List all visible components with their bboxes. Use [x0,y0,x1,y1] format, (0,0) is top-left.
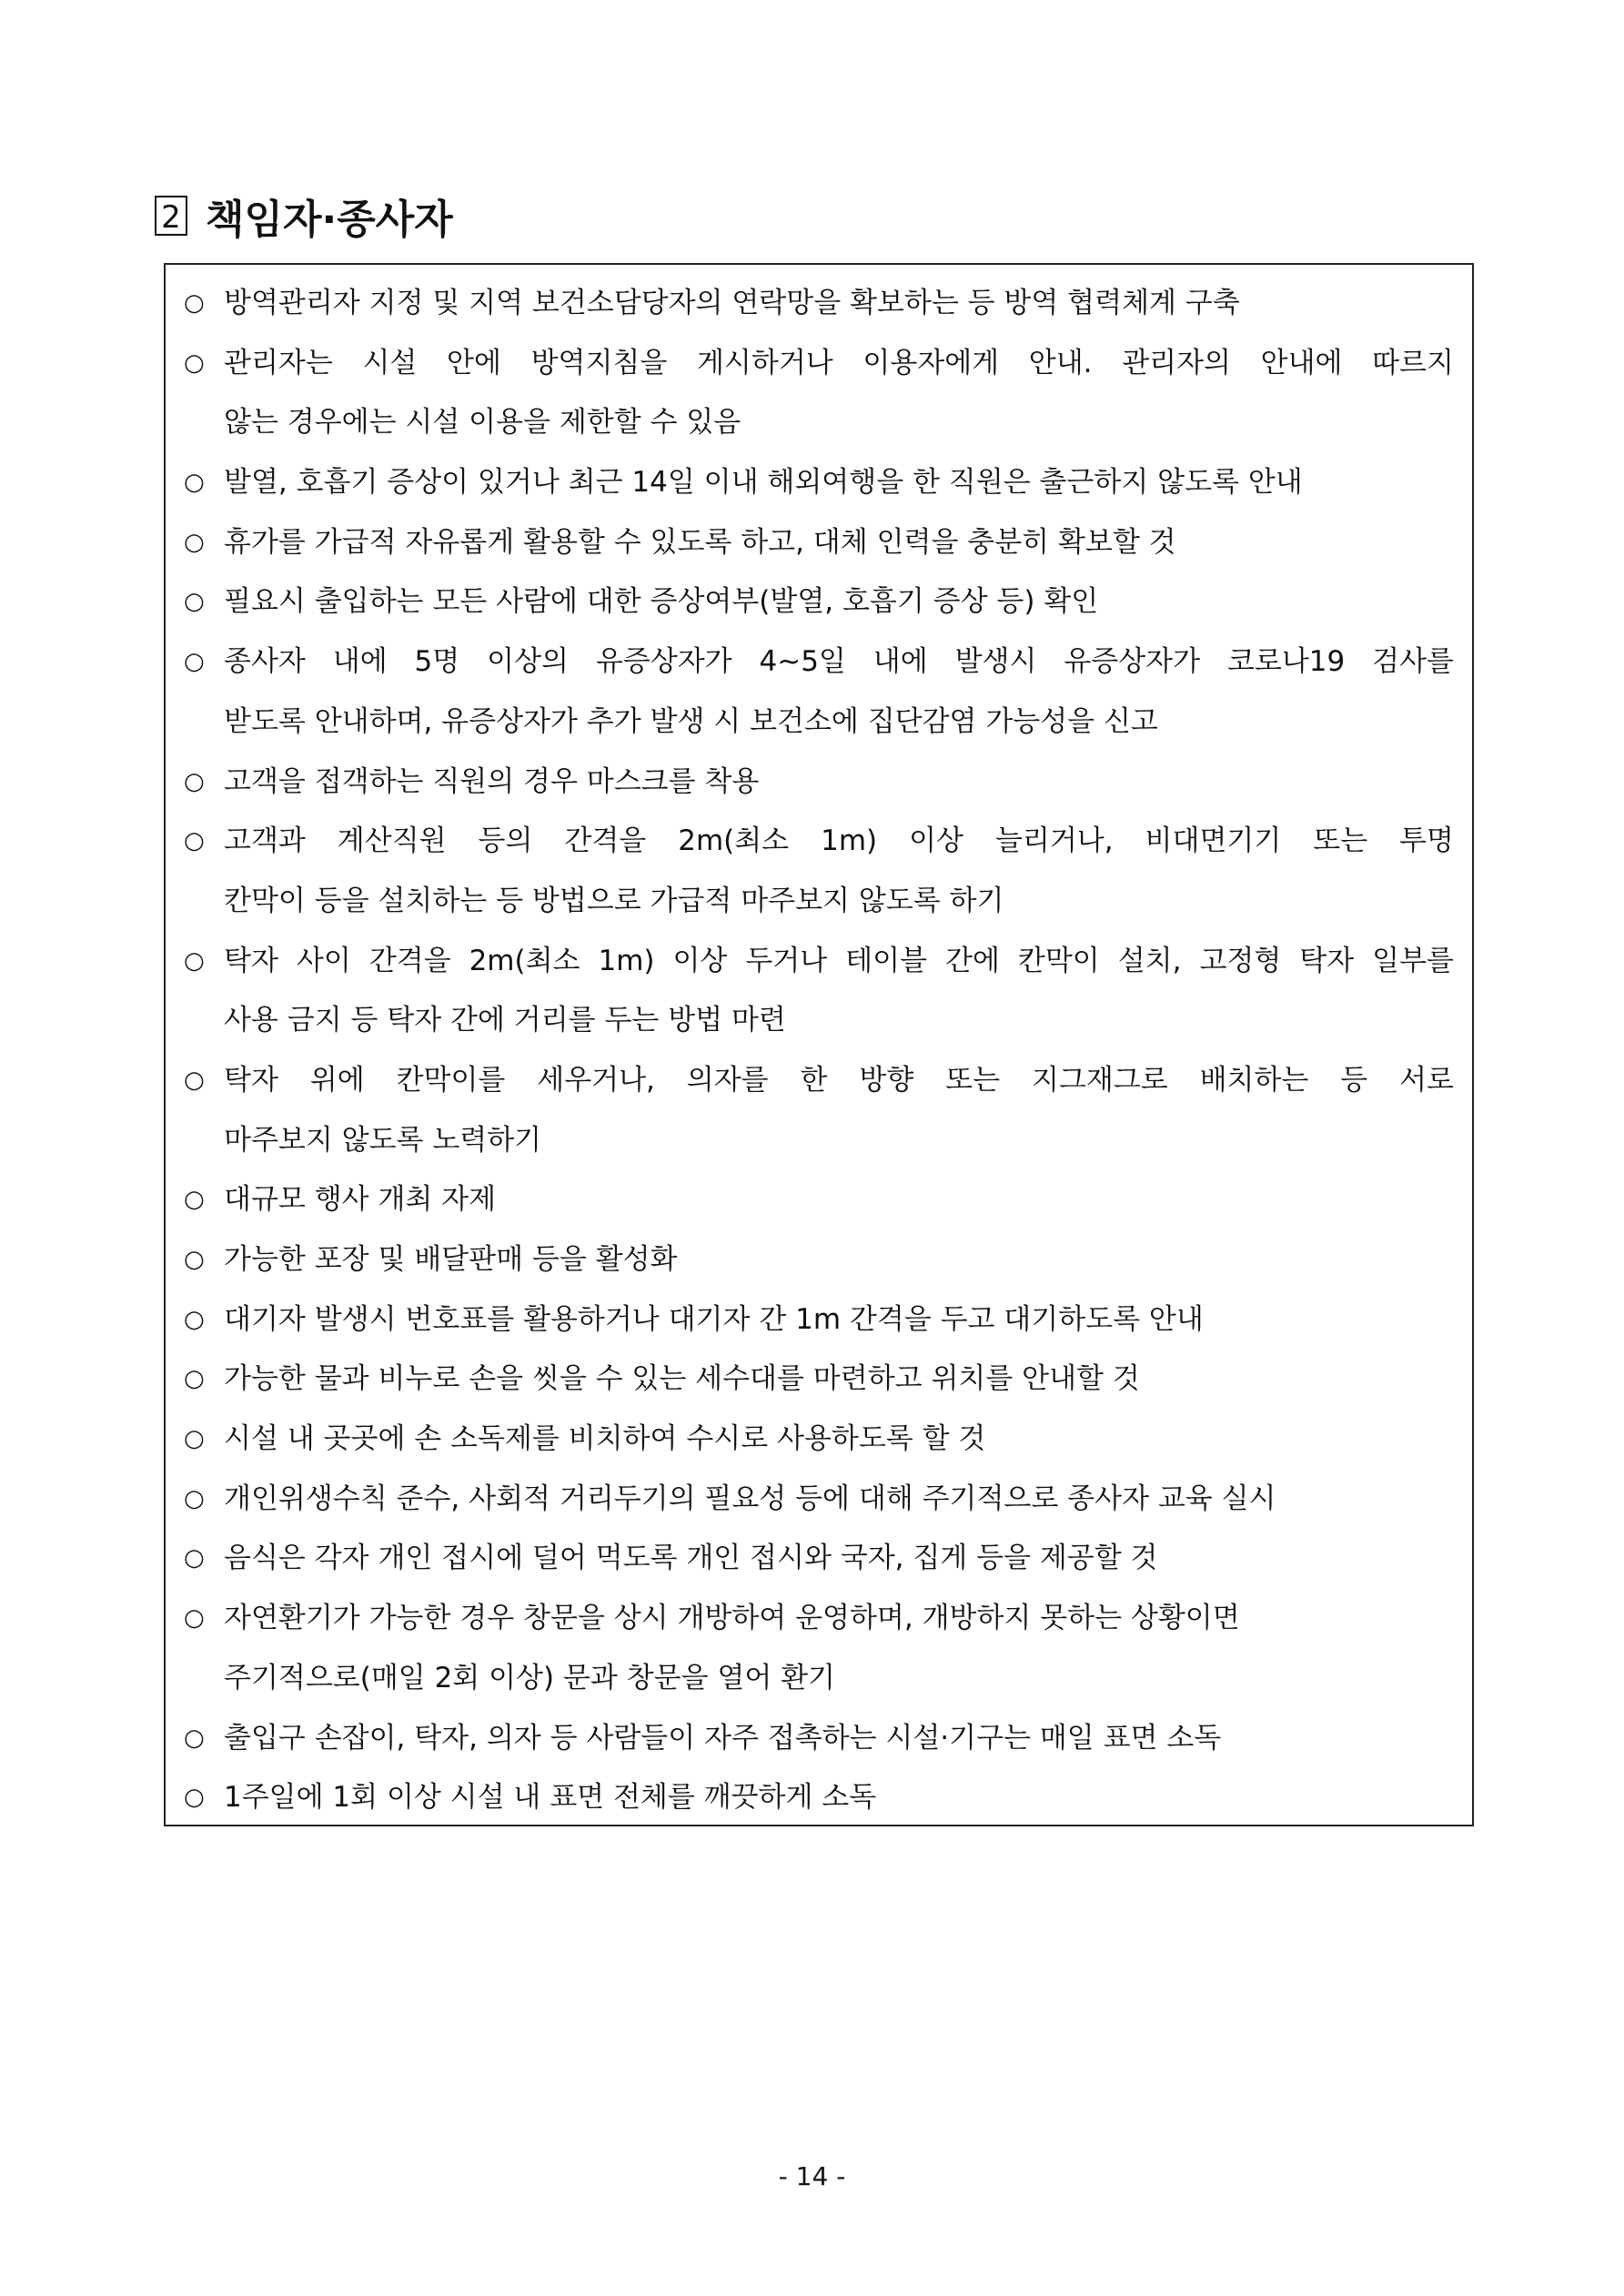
list-item [184,1290,1454,1350]
list-item-text: 종사자 내에 5명 이상의 유증상자가 4~5일 내에 발생시 유증상자가 코로나19 검사를 [224,645,1454,679]
list-item-text: 자연환기가 가능한 경우 창문을 상시 개방하여 운영하며, 개방하지 못하는 상황이면 [224,1602,1240,1635]
page-number: - 14 - [778,2161,846,2191]
section-heading [155,187,453,245]
list-item-text: 탁자 위에 칸막이를 세우거나, 의자를 한 방향 또는 지그재그로 배치하는 등 서로 [224,1063,1454,1097]
list-item-text: 방역관리자 지정 및 지역 보건소담당자의 연락망을 확보하는 등 방역 협력체계 구축 [224,287,1240,319]
list-item-text: 사용 금지 등 탁자 간에 거리를 두는 방법 마련 [224,1004,786,1037]
list-item-text: 대규모 행사 개최 자제 [224,1183,497,1217]
bullet-circle-icon: ○ [184,1544,205,1573]
bullet-circle-icon: ○ [184,469,205,497]
bullet-circle-icon: ○ [184,528,205,556]
list-item [184,453,1454,513]
list-item-text: 마주보지 않도록 노력하기 [224,1123,542,1157]
guideline-box [164,263,1474,1826]
list-item-text: 1주일에 1회 이상 시설 내 표면 전체를 깨끗하게 소독 [224,1781,877,1815]
list-item-text: 주기적으로(매일 2회 이상) 문과 창문을 열어 환기 [224,1661,836,1694]
list-item [184,1410,1454,1470]
bullet-circle-icon: ○ [184,1186,205,1214]
list-item-text: 음식은 각자 개인 접시에 덜어 먹도록 개인 접시와 국자, 집게 등을 제공할 것 [224,1542,1158,1575]
list-item [184,753,1454,813]
list-item-text: 받도록 안내하며, 유증상자가 추가 발생 시 보건소에 집단감염 가능성을 신고 [224,704,1158,738]
list-item-text: 출입구 손잡이, 탁자, 의자 등 사람들이 자주 접촉하는 시설·기구는 매일 표면 소독 [224,1721,1222,1755]
bullet-circle-icon: ○ [184,1365,205,1393]
list-item [184,1709,1454,1769]
bullet-circle-icon: ○ [184,1724,205,1752]
list-item [184,1768,1454,1828]
bullet-circle-icon: ○ [184,349,205,377]
bullet-circle-icon: ○ [184,1066,205,1094]
list-item-continuation [184,393,1454,453]
list-item-continuation [184,1111,1454,1171]
list-item [184,1051,1454,1111]
bullet-circle-icon: ○ [184,1425,205,1453]
list-item-continuation [184,991,1454,1051]
section-title: 책임자·종사자 [206,197,453,243]
list-item-text: 가능한 물과 비누로 손을 씻을 수 있는 세수대를 마련하고 위치를 안내할 것 [224,1362,1140,1396]
list-item-text: 고객과 계산직원 등의 간격을 2m(최소 1m) 이상 늘리거나, 비대면기기 또는 투명 [224,824,1454,858]
list-item-text: 휴가를 가급적 자유롭게 활용할 수 있도록 하고, 대체 인력을 충분히 확보할 것 [224,525,1176,559]
bullet-circle-icon: ○ [184,648,205,676]
list-item-text: 고객을 접객하는 직원의 경우 마스크를 착용 [224,764,760,798]
bullet-circle-icon: ○ [184,289,205,317]
bullet-circle-icon: ○ [184,1246,205,1273]
list-item-continuation [184,872,1454,932]
bullet-circle-icon: ○ [184,1604,205,1633]
list-item-text: 발열, 호흡기 증상이 있거나 최근 14일 이내 해외여행을 한 직원은 출근하지 않도록 안내 [224,466,1303,500]
section-number: 2 [155,196,187,236]
list-item [184,274,1454,334]
list-item-text: 개인위생수칙 준수, 사회적 거리두기의 필요성 등에 대해 주기적으로 종사자 교육 실시 [224,1482,1276,1515]
list-item-text: 필요시 출입하는 모든 사람에 대한 증상여부(발열, 호흡기 증상 등) 확인 [224,585,1099,619]
list-item [184,932,1454,992]
list-item-text: 않는 경우에는 시설 이용을 제한할 수 있음 [224,406,741,440]
list-item [184,1350,1454,1410]
list-item [184,632,1454,693]
list-item [184,572,1454,632]
list-item-text: 관리자는 시설 안에 방역지침을 게시하거나 이용자에게 안내. 관리자의 안내에 따르지 [224,346,1454,379]
bullet-circle-icon: ○ [184,827,205,855]
list-item [184,1529,1454,1589]
bullet-circle-icon: ○ [184,1484,205,1512]
bullet-circle-icon: ○ [184,588,205,616]
list-item-text: 탁자 사이 간격을 2m(최소 1m) 이상 두거나 테이블 간에 칸막이 설치, 고정형 탁자 일부를 [224,944,1454,977]
bullet-circle-icon: ○ [184,1305,205,1333]
bullet-circle-icon: ○ [184,946,205,975]
list-item [184,1170,1454,1230]
list-item [184,334,1454,394]
list-item-text: 가능한 포장 및 배달판매 등을 활성화 [224,1243,678,1276]
list-item [184,1230,1454,1290]
list-item-text: 시설 내 곳곳에 손 소독제를 비치하여 수시로 사용하도록 할 것 [224,1422,986,1456]
bullet-circle-icon: ○ [184,767,205,795]
list-item-text: 칸막이 등을 설치하는 등 방법으로 가급적 마주보지 않도록 하기 [224,884,1004,917]
list-item [184,812,1454,872]
list-item-continuation [184,1649,1454,1709]
list-item-continuation [184,693,1454,753]
list-item [184,1589,1454,1649]
list-item-text: 대기자 발생시 번호표를 활용하거나 대기자 간 1m 간격을 두고 대기하도록 안내 [224,1302,1204,1336]
list-item [184,1470,1454,1530]
list-item [184,513,1454,573]
bullet-circle-icon: ○ [184,1784,205,1812]
